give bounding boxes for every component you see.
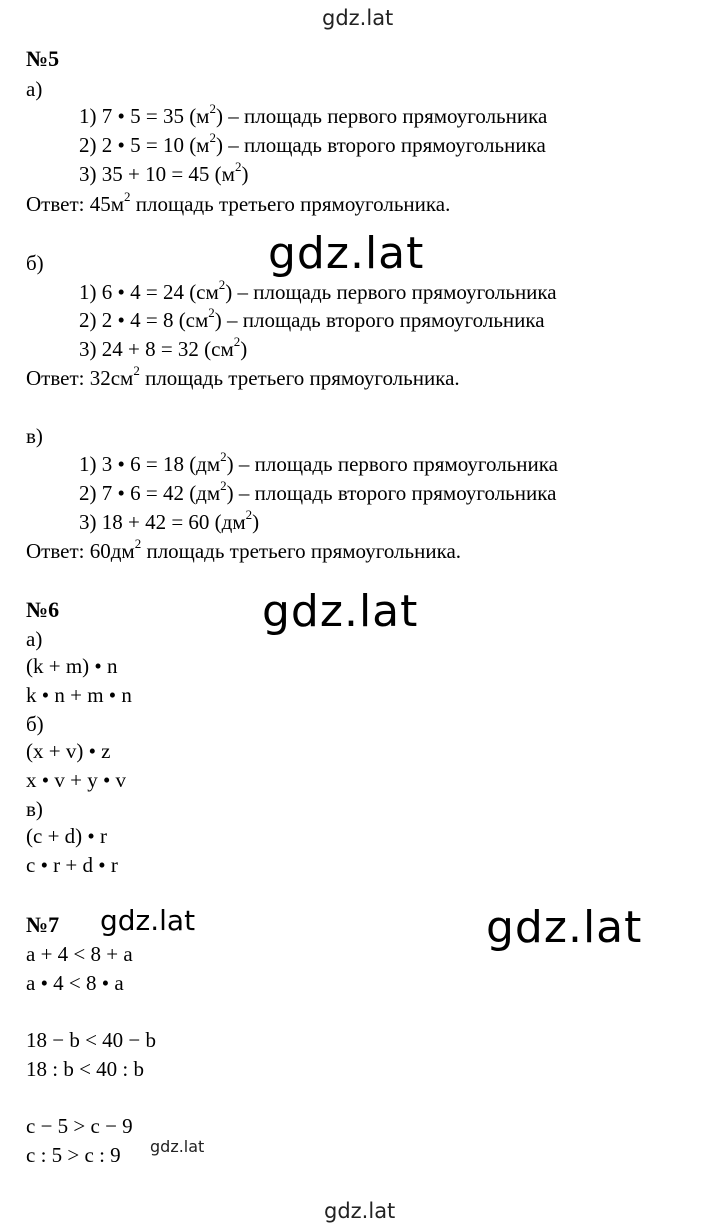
task6-v-line1: (c + d) • r — [26, 824, 107, 848]
task5-a-label: а) — [26, 77, 43, 101]
task5-a-line2: 2) 2 • 5 = 10 $(м^2)$ – площадь второго прямоугольника — [79, 130, 546, 157]
task5-v-line2: 2) 7 • 6 = 42 $(дм^2)$ – площадь второго прямоугольника — [79, 478, 557, 505]
task5-b-line2: 2) 2 • 4 = 8 $(см^2)$ – площадь второго прямоугольника — [79, 305, 545, 332]
task7-line1: a + 4 < 8 + a — [26, 942, 133, 966]
task5-b-line1: 1) 6 • 4 = 24 $(см^2)$ – площадь первого прямоугольника — [79, 277, 557, 304]
task5-a-line1: 1) 7 • 5 = 35 $(м^2)$ – площадь первого прямоугольника — [79, 101, 548, 128]
task5-v-label: в) — [26, 424, 43, 448]
task6-a-label: а) — [26, 627, 43, 651]
task5-title: №5 — [26, 46, 60, 71]
task5-a-answer: Ответ: $45м^2$ площадь третьего прямоугольника. — [26, 189, 451, 216]
task5-a-line3: 3) 35 + 10 = 45 $(м^2)$ — [79, 159, 249, 186]
watermark-4: gdz.lat — [486, 902, 643, 953]
task5-b-label: б) — [26, 251, 44, 275]
task6-b-line2: x • v + y • v — [26, 768, 127, 792]
watermark-1: gdz.lat — [268, 228, 425, 279]
task5-v-line3: 3) 18 + 42 = 60 $(дм^2)$ — [79, 507, 260, 534]
task7-line4: 18 : b < 40 : b — [26, 1057, 145, 1081]
task7-line2: a • 4 < 8 • a — [26, 971, 124, 995]
task6-v-label: в) — [26, 797, 43, 821]
task5-b-line3: 3) 24 + 8 = 32 $(см^2)$ — [79, 334, 248, 361]
task6-a-line1: (k + m) • n — [26, 654, 118, 678]
task6-title: №6 — [26, 597, 60, 622]
task6-b-label: б) — [26, 712, 44, 736]
task6-b-line1: (x + v) • z — [26, 739, 111, 763]
watermark-2: gdz.lat — [262, 586, 419, 637]
task6-a-line2: k • n + m • n — [26, 683, 132, 707]
task7-line3: 18 − b < 40 − b — [26, 1028, 157, 1052]
task7-line6: c : 5 > c : 9 — [26, 1143, 121, 1167]
task5-b-answer: Ответ: $32см^2$ площадь третьего прямоугольника. — [26, 363, 460, 390]
watermark-5: gdz.lat — [150, 1137, 205, 1156]
watermark-3: gdz.lat — [100, 904, 196, 937]
task6-v-line2: c • r + d • r — [26, 853, 118, 877]
task5-v-answer: Ответ: $60дм^2$ площадь третьего прямоугольника. — [26, 536, 462, 563]
task7-title: №7 — [26, 912, 60, 937]
task5-v-line1: 1) 3 • 6 = 18 $(дм^2)$ – площадь первого прямоугольника — [79, 449, 558, 476]
watermark-top: gdz.lat — [322, 6, 394, 30]
watermark-bottom: gdz.lat — [324, 1199, 396, 1223]
task7-line5: c − 5 > c − 9 — [26, 1114, 133, 1138]
